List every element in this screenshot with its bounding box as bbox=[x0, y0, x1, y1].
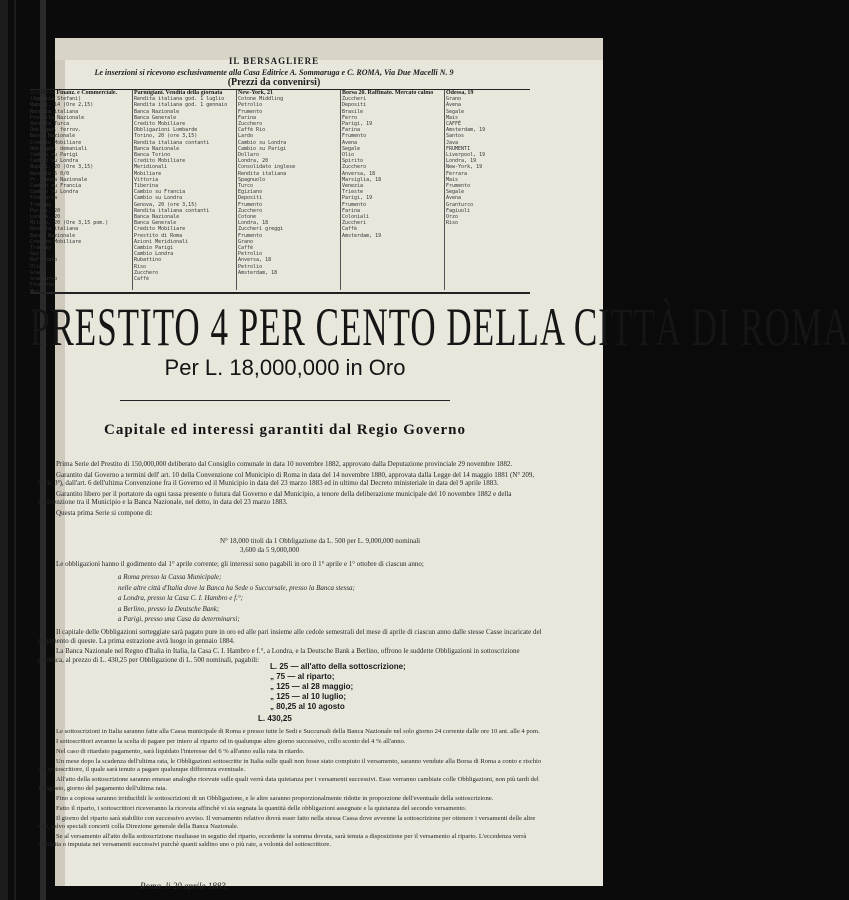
market-line: Zucchero bbox=[134, 269, 159, 276]
market-line: Frumento bbox=[342, 133, 367, 140]
market-line: Coloniali bbox=[342, 214, 370, 221]
market-line: Olio bbox=[342, 152, 355, 159]
market-line: Amsterdam, 19 bbox=[342, 232, 382, 239]
masthead-ads-line: Le inserzioni si ricevono esclusivamente alla Casa Editrice A. Sommaruga e C. ROMA, Via Due Macelli N. 9 bbox=[94, 68, 454, 77]
market-line: Tramway bbox=[30, 245, 52, 252]
market-line: Depositi bbox=[238, 195, 263, 202]
market-line: Frumento bbox=[238, 108, 263, 115]
market-line: Olio bbox=[30, 263, 43, 270]
market-line: Londra, 20 bbox=[238, 158, 269, 165]
market-line: Cambio su Francia bbox=[134, 189, 186, 196]
market-line: Anversa, 18 bbox=[238, 257, 272, 264]
installment: „ 75 — al riparto; bbox=[270, 672, 335, 681]
column-divider bbox=[132, 90, 133, 290]
film-edge-left bbox=[0, 0, 8, 900]
market-line: Londra, 19 bbox=[446, 158, 477, 165]
market-line: Rendita italiana bbox=[30, 108, 79, 115]
market-line: Segale bbox=[446, 189, 465, 196]
market-line: Zucchero bbox=[238, 207, 263, 214]
loan-headline: PRESTITO 4 PER CENTO DELLA CITTÀ DI ROMA bbox=[30, 297, 849, 358]
market-line: Riso bbox=[134, 263, 147, 270]
market-line: Londra, 18 bbox=[238, 220, 269, 227]
market-line: Grano bbox=[446, 96, 462, 103]
paragraph: Il capitale delle Obbligazioni sorteggiate sarà pagato pure in oro ed alle pari insieme alle cedole semestrali del mese di aprile di ciascun anno dalle stesse Casse incaricate del pagamento di queste. La prima estrazione avrà luogo in gennaio 1884. bbox=[38, 628, 542, 645]
column-subheading: (Agenzia Stefani) bbox=[30, 96, 82, 103]
paragraph: Garantito dal Governo a termini dell' art. 10 della Convenzione col Municipio di Roma in data del 14 novembre 1880, approvata dalla Legge del 14 maggio 1881 (N° 209, Serie 3ª), dall'art. 6 dell'ultima Convenzione fra il Governo ed il Municipio in data del 23 marzo 1883 ed in ultimo dal Decreto ministeriale in data del 9 aprile 1883. bbox=[38, 470, 535, 488]
payment-place: a Berlino, presso la Deutsche Bank; bbox=[118, 604, 220, 613]
market-line: Cambio su Londra bbox=[30, 189, 79, 196]
payment-place: a Parigi, presso una Casa da determinarsi; bbox=[118, 615, 240, 623]
market-line: Rendita italiana contanti bbox=[134, 139, 210, 146]
market-line: Petrolio bbox=[238, 102, 263, 109]
installment-total: L. 430,25 bbox=[258, 714, 292, 723]
paragraph: Nel caso di ritardato pagamento, sarà liquidato l'interesse del 6 % all'anno sulla rata in ritardo. bbox=[56, 748, 305, 756]
market-line: Consolidato inglese bbox=[238, 164, 296, 171]
market-line: CAFFÈ bbox=[446, 121, 462, 128]
market-line: Vittoria bbox=[134, 176, 159, 183]
market-line: FRUMENTI bbox=[446, 145, 471, 152]
market-lines bbox=[238, 96, 338, 276]
paragraph: Questa prima Serie si compone di: bbox=[56, 508, 153, 517]
installment-schedule bbox=[270, 662, 406, 712]
loan-amount: Per L. 18,000,000 in Oro bbox=[164, 355, 406, 380]
market-lines bbox=[30, 109, 130, 295]
market-line: Parigi, 20 bbox=[30, 207, 61, 214]
column-divider bbox=[340, 90, 341, 290]
market-line: Londra, 20 bbox=[30, 214, 61, 221]
market-line: Granturco bbox=[446, 201, 474, 208]
market-line: Rendita 5 0/0 bbox=[30, 170, 70, 177]
market-line: Petrolio bbox=[238, 251, 263, 258]
market-line: Farina bbox=[238, 114, 257, 121]
market-line: Banca Nazionale bbox=[30, 133, 76, 140]
paragraph: Garantito libero per il portatore da ogni tassa presente o futura dal Governo e dal Municipio, a tenore della deliberazione municipale del 10 novembre 1882 e della Convenzione tra il Municipio e la Banca Nazionale, nel detto, in data del 23 marzo 1883. bbox=[38, 489, 512, 507]
market-line: Ferrara bbox=[446, 170, 468, 177]
market-line: Cotone bbox=[238, 214, 257, 221]
market-column-3 bbox=[238, 90, 338, 288]
market-line: Santos bbox=[446, 133, 465, 140]
masthead-subtitle: (Prezzi da convenirsi) bbox=[227, 77, 321, 88]
market-line: Mais bbox=[446, 176, 459, 183]
market-line: Cambio su Parigi bbox=[238, 145, 287, 152]
market-line: Rubattino bbox=[134, 257, 162, 264]
market-column-1 bbox=[30, 90, 130, 288]
market-line: Credito Mobiliare bbox=[134, 121, 186, 128]
market-line: Segale bbox=[446, 108, 465, 115]
film-edge-line bbox=[14, 0, 16, 900]
market-line: Brasile bbox=[342, 108, 364, 115]
market-line: Credito Mobiliare bbox=[30, 238, 82, 245]
paragraph: Il giorno del riparto sarà stabilito con successivo avviso. Il versamento relativo dovrà esser fatto nella stessa Cassa dove avvenne la sottoscrizione per ottenere i versamenti delle altre rate, salvo speciali concerti colla Direzione generale della Banca Nazionale. bbox=[38, 814, 536, 830]
market-line: Banca Generale bbox=[134, 114, 177, 121]
market-line: Frumento bbox=[238, 201, 263, 208]
paragraph: La Banca Nazionale nel Regno d'Italia in Italia, la Casa C. I. Hambro e f.°, a Londra, e la Deutsche Bank a Berlino, offrono le suddette Obbligazioni in sottoscrizione pubblica, al prezzo di L. 430,25 per Obbligazione di L. 500 nominali, pagabili: bbox=[38, 647, 520, 664]
signature-date: Roma, li 20 aprile 1883. bbox=[140, 881, 228, 891]
market-line: Cambio su Londra bbox=[30, 158, 79, 165]
market-line: Zucchero bbox=[342, 164, 367, 171]
market-line: Zucchero bbox=[238, 121, 263, 128]
market-line: Egiziano bbox=[238, 189, 263, 196]
market-line: Java bbox=[446, 139, 459, 146]
market-line: Orzo bbox=[446, 214, 459, 221]
paragraph: Un mese dopo la scadenza dell'ultima rata, le Obbligazioni sottoscritte in Italia sulle quali non fosse stato compiuto il versamento, saranno vendute alla Borsa di Roma a conto e rischio del sottoscrittore, il quale sarà tenuto a pagare qualunque differenza eventuale. bbox=[38, 758, 542, 774]
market-line: Farina bbox=[342, 127, 361, 134]
market-line: Zuccheri bbox=[342, 220, 367, 227]
market-line: Azioni Meridionali bbox=[134, 238, 189, 245]
column-heading: New-York, 21 bbox=[238, 90, 273, 96]
column-dateline: Napoli, 14 (Ore 2,15) bbox=[30, 102, 94, 109]
capital-paragraph bbox=[38, 628, 543, 666]
market-column-2 bbox=[134, 90, 234, 288]
market-line: Cambio su Parigi bbox=[30, 152, 79, 159]
market-line: Caffè bbox=[134, 276, 150, 283]
paragraph: Le sottoscrizioni in Italia saranno fatte alla Cassa municipale di Roma e presso tutte le Sedi e Succursali della Banca Nazionale nel solo giorno 24 corrente dalle ore 10 ant. alle 4 pom. bbox=[56, 728, 540, 735]
market-line: Riso bbox=[446, 220, 459, 227]
market-line: Banca Nazionale bbox=[134, 214, 180, 221]
market-line: Prestito di Roma bbox=[134, 232, 183, 239]
payment-place: a Roma presso la Cassa Municipale; bbox=[118, 573, 222, 581]
market-line: Fondiaria bbox=[30, 195, 58, 202]
market-line: Pr. Banca Nazionale bbox=[30, 176, 88, 183]
market-line: Cambio su Londra bbox=[238, 139, 287, 146]
market-line: Caffè bbox=[342, 226, 358, 233]
market-line: Cambio su Francia bbox=[30, 183, 82, 190]
market-line: Banca Nazionale bbox=[30, 232, 76, 239]
market-line: Tramway bbox=[30, 201, 52, 208]
paragraph: All'atto della sottoscrizione saranno emesse analoghe ricevute sulle quali verrà data quietanza per i versamenti successivi. Esse verranno cambiate colle Obbligazioni, non più tardi del 10 agosto, giorno del pagamento dell'ultima rata. bbox=[38, 776, 539, 792]
market-line: Torino, 20 (ore 3,15) bbox=[134, 133, 198, 140]
market-line: Avena bbox=[446, 102, 462, 109]
guarantee-line: Capitale ed interessi garantiti dal Regio Governo bbox=[103, 422, 467, 438]
market-line: Rendita italiana contanti bbox=[134, 207, 210, 214]
market-line: Obbligaz. demaniali bbox=[30, 145, 88, 152]
market-line: Amsterdam, 18 bbox=[238, 269, 278, 276]
column-divider bbox=[444, 90, 445, 290]
market-line: Banca Nazionale bbox=[134, 145, 180, 152]
market-line: Lardo bbox=[238, 133, 254, 140]
market-line: Frumento bbox=[342, 201, 367, 208]
market-line: Napoli, 20 (Ore 3,15) bbox=[30, 164, 94, 171]
installment: L. 25 — all'atto della sottoscrizione; bbox=[270, 662, 406, 671]
market-line: Venezia bbox=[342, 183, 364, 190]
market-line: Segale bbox=[342, 145, 361, 152]
market-bulletin bbox=[30, 90, 540, 290]
market-line: Cambio Londra bbox=[134, 251, 174, 258]
market-line: Mobiliare bbox=[134, 170, 162, 177]
headline-rule bbox=[120, 400, 450, 401]
composition-row: 3,600 da 5 9,000,000 bbox=[240, 546, 300, 554]
market-line: Gaz bbox=[30, 251, 40, 258]
installment: „ 80,25 al 10 agosto bbox=[270, 702, 345, 711]
market-line: Depositi bbox=[342, 102, 367, 109]
market-line: Zuccheri greggi bbox=[238, 226, 284, 233]
market-line: Frumento bbox=[30, 282, 55, 289]
column-heading: Odessa, 19 bbox=[446, 90, 474, 96]
section-rule bbox=[30, 292, 530, 294]
market-line: Avena bbox=[342, 139, 358, 146]
market-line: Ferro bbox=[342, 114, 358, 121]
column-divider bbox=[236, 90, 237, 290]
payment-places-list bbox=[118, 572, 355, 625]
market-line: Credito Mobiliare bbox=[134, 158, 186, 165]
market-line: Cambio Parigi bbox=[134, 245, 174, 252]
installment: „ 125 — al 28 maggio; bbox=[270, 682, 354, 691]
paragraph: Prima Serie del Prestito di 150,000,000 deliberato dal Consiglio comunale in data 10 novembre 1882, approvato dalla Deputazione provinciale 29 novembre 1882. bbox=[56, 460, 513, 468]
market-lines bbox=[342, 96, 442, 239]
market-line: Rendita italiana bbox=[30, 226, 79, 233]
market-line: Turco bbox=[238, 183, 254, 190]
market-line: Marsiglia, 18 bbox=[342, 176, 382, 183]
market-line: Avena bbox=[446, 195, 462, 202]
market-line: Tiberina bbox=[134, 183, 159, 190]
market-line: Zuccheri bbox=[342, 96, 367, 103]
paragraph: Fino a copiosa saranno irriducibili le sottoscrizioni di un Obbligazione, e le altre saranno proporzionalmente ridotte in proporzione dell'eventuale della sottoscrizione. bbox=[56, 794, 494, 802]
market-line: Genova, 20 (ore 3,15) bbox=[134, 201, 198, 208]
market-line: Granturco bbox=[30, 276, 58, 283]
market-line: Milano, 20 (Ore 3,15 pom.) bbox=[30, 220, 109, 227]
market-line: Mais bbox=[446, 114, 459, 121]
market-line: Rendita italiana bbox=[238, 170, 287, 177]
column-heading: Borsa 20. Raffinato. Mercato calmo bbox=[342, 90, 434, 96]
market-line: Banca Torino bbox=[134, 152, 171, 159]
installment: „ 125 — al 10 luglio; bbox=[270, 692, 347, 701]
market-line: Rendita italiana god. 1 gennaio bbox=[134, 102, 228, 109]
column-heading: Parmigiani. Vendita della giornata bbox=[134, 90, 223, 96]
market-line: Caffè bbox=[238, 245, 254, 252]
market-line: Parigi, 19 bbox=[342, 195, 373, 202]
composition-row: N° 18,000 titoli da 1 Obbligazione da L. 500 per L. 9,000,000 nominali bbox=[220, 537, 421, 545]
market-line: Spagnuolo bbox=[238, 176, 266, 183]
market-line: New-York, 19 bbox=[446, 164, 483, 171]
interest-paragraph bbox=[38, 560, 543, 571]
market-line: Anversa, 18 bbox=[342, 170, 376, 177]
market-line: Credito Mobiliare bbox=[134, 226, 186, 233]
column-heading: Bollettino Finanz. e Commerciale. bbox=[30, 90, 118, 96]
market-line: Cambio su Londra bbox=[134, 195, 183, 202]
market-line: Banca Generale bbox=[134, 220, 177, 227]
market-line: Spirito bbox=[342, 158, 364, 165]
market-line: Raffinato bbox=[30, 257, 58, 264]
market-line: Obbligazioni Lombarde bbox=[134, 127, 198, 134]
market-lines bbox=[134, 96, 234, 282]
paragraph: Fatto il riparto, i sottoscrittori riceveranno la ricevuta affinchè vi sia segnata la quantità delle obbligazioni assegnate e la quietanza del secondo versamento. bbox=[56, 804, 467, 812]
payment-place: nelle altre città d'Italia dove la Banca ha Sede o Succursale, presso la Banca stessa; bbox=[118, 583, 355, 592]
market-line: Trieste bbox=[342, 189, 364, 196]
paragraph: Le obbligazioni hanno il godimento dal 1° aprile corrente; gli interessi sono pagabili in oro il 1° aprile e 1° ottobre di ciascun anno; bbox=[56, 560, 424, 568]
market-line: Amsterdam, 19 bbox=[446, 127, 486, 134]
market-line: Rendita italiana god. 1 luglio bbox=[134, 96, 225, 103]
market-column-5 bbox=[446, 90, 540, 288]
masthead-title: IL BERSAGLIERE bbox=[228, 56, 320, 66]
market-line: Parigi, 19 bbox=[342, 121, 373, 128]
paragraph: I sottoscrittori avranno la scelta di pagare per intero al riparto od in qualunque altro giorno successivo, collo sconto del 4 % all'anno. bbox=[56, 738, 406, 746]
market-line: Rendita Turca bbox=[30, 121, 70, 128]
market-line: Cotone Middling bbox=[238, 96, 284, 103]
market-line: Fagiuoli bbox=[446, 207, 471, 214]
market-line: Petrolio bbox=[238, 263, 263, 270]
market-line: Credito Mobiliare bbox=[30, 139, 82, 146]
market-line: Banca Nazionale bbox=[134, 108, 180, 115]
market-line: Frumento bbox=[446, 183, 471, 190]
market-line: Liverpool, 19 bbox=[446, 152, 486, 159]
market-line: Dollaro bbox=[238, 152, 260, 159]
market-line: Prestito Nazionale bbox=[30, 114, 85, 121]
market-line: Grano bbox=[30, 269, 46, 276]
market-column-4 bbox=[342, 90, 442, 288]
market-line: Farina bbox=[342, 207, 361, 214]
paragraph: Se al versamento all'atto della sottoscrizione risultasse in seguito del riparto, eccedente la somma dovuta, sarà tenuta a disposizione per il versamento al riparto. L'eccedenza verrà restituita o imputata nei versamenti successivi purchè quanti saldino uno o più rate, a volontà del sottoscrittore. bbox=[38, 833, 527, 849]
market-lines bbox=[446, 96, 540, 226]
prospectus-intro bbox=[38, 460, 543, 520]
market-line: Meridionali bbox=[134, 164, 168, 171]
market-line: Grano bbox=[238, 238, 254, 245]
subscription-terms bbox=[38, 728, 543, 851]
market-line: Obbligaz. ferrov. bbox=[30, 127, 82, 134]
payment-place: a Londra, presso la Casa C. I. Hambro e f.°; bbox=[118, 594, 243, 602]
market-line: Caffè Rio bbox=[238, 127, 266, 134]
market-line: Frumento bbox=[238, 232, 263, 239]
